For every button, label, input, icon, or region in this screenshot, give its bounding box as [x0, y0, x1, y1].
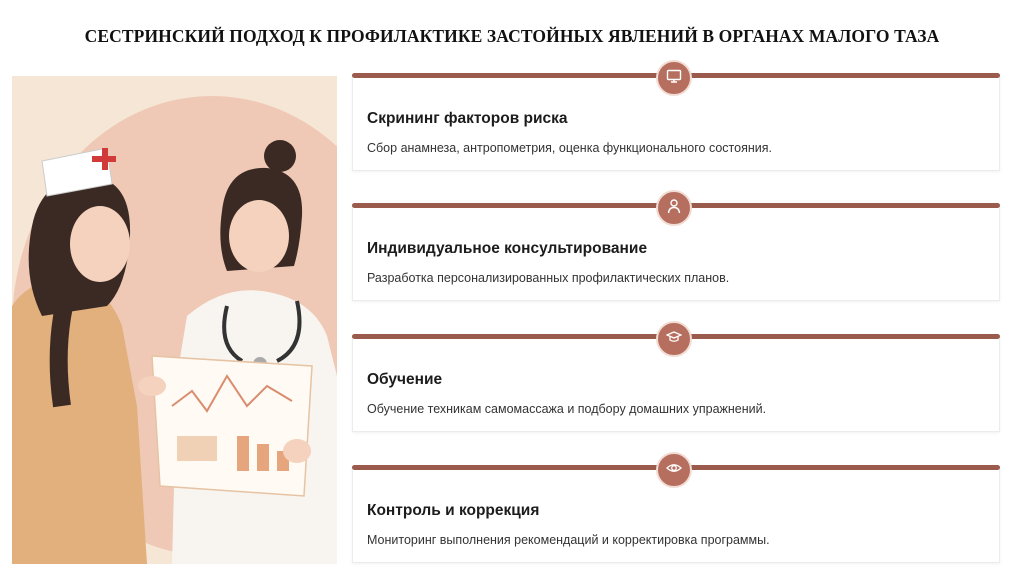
step-heading: Индивидуальное консультирование	[367, 240, 648, 257]
step-badge	[656, 60, 692, 96]
graduation-cap-icon	[666, 329, 682, 350]
step-education	[352, 321, 1000, 431]
step-screening	[352, 60, 1000, 170]
step-badge	[656, 190, 692, 226]
step-description: Разработка персонализированных профилактических планов.	[367, 271, 730, 285]
step-control	[352, 452, 1000, 562]
step-description: Сбор анамнеза, антропометрия, оценка функционального состояния.	[367, 141, 772, 155]
step-heading: Скрининг факторов риска	[367, 110, 568, 127]
monitor-icon	[666, 68, 682, 89]
step-description: Обучение техникам самомассажа и подбору домашних упражнений.	[367, 402, 767, 416]
person-icon	[666, 198, 682, 219]
eye-icon	[666, 460, 682, 481]
step-heading: Контроль и коррекция	[367, 502, 540, 519]
step-badge	[656, 321, 692, 357]
step-consulting	[352, 190, 1000, 300]
nurses-illustration	[12, 76, 337, 564]
step-heading: Обучение	[367, 371, 443, 388]
step-badge	[656, 452, 692, 488]
slide-title: СЕСТРИНСКИЙ ПОДХОД К ПРОФИЛАКТИКЕ ЗАСТОЙНЫХ ЯВЛЕНИЙ В ОРГАНАХ МАЛОГО ТАЗА	[84, 26, 940, 46]
step-description: Мониторинг выполнения рекомендаций и корректировка программы.	[367, 533, 770, 547]
